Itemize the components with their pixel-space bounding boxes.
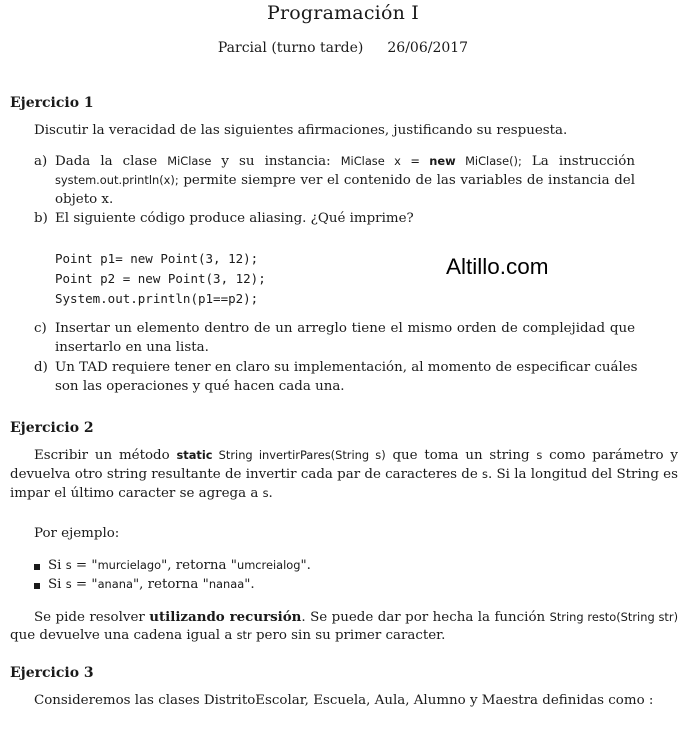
item-d-line-2: son las operaciones y qué hacen cada una. xyxy=(55,379,345,394)
ejercicio-3-heading: Ejercicio 3 xyxy=(10,665,94,681)
item-d-line-1: Un TAD requiere tener en claro su implementación, al momento de especificar cuáles xyxy=(55,360,638,375)
item-c-line-2: insertarlo en una lista. xyxy=(55,340,209,355)
code-line: System.out.println(p1==p2); xyxy=(55,291,259,306)
ejercicio-1-heading: Ejercicio 1 xyxy=(10,95,94,111)
exam-type: Parcial (turno tarde) xyxy=(217,40,364,56)
ejercicio-2-line-3: impar el último caracter se agrega a s. xyxy=(10,486,273,501)
page-subtitle xyxy=(0,40,686,56)
item-a-line-3: objeto x. xyxy=(55,192,114,207)
ejercicio-3-intro: Consideremos las clases DistritoEscolar, Escuela, Aula, Alumno y Maestra definidas como : xyxy=(34,693,654,708)
item-c-marker: c) xyxy=(34,321,47,336)
item-a-line-2: system.out.println(x); permite siempre ver el contenido de las variables de instancia del xyxy=(55,173,635,188)
example-item: Si s = "anana", retorna "nanaa". xyxy=(48,577,255,592)
item-a-line-1: Dada la clase MiClase y su instancia: MiClase x = new MiClase(); La instrucción xyxy=(55,154,635,169)
code-block xyxy=(55,249,266,309)
example-item: Si s = "murcielago", retorna "umcreialog". xyxy=(48,558,311,573)
bullet-square-icon xyxy=(34,583,40,589)
ejercicio-2-heading: Ejercicio 2 xyxy=(10,420,94,436)
item-a-marker: a) xyxy=(34,154,48,169)
item-c-line-1: Insertar un elemento dentro de un arreglo tiene el mismo orden de complejidad que xyxy=(55,321,635,336)
code-line: Point p2 = new Point(3, 12); xyxy=(55,271,266,286)
exam-date: 26/06/2017 xyxy=(387,40,469,56)
page-title: Programación I xyxy=(267,2,419,24)
ejercicio-2-line-1: Escribir un método static String invertirPares(String s) que toma un string s como parámetro y xyxy=(34,448,678,463)
item-b-text: El siguiente código produce aliasing. ¿Qué imprime? xyxy=(55,211,414,226)
bullet-square-icon xyxy=(34,564,40,570)
item-b-marker: b) xyxy=(34,211,48,226)
ejercicio-2-line-2: devuelva otro string resultante de invertir cada par de caracteres de s. Si la longitud del String es xyxy=(10,467,678,482)
watermark-logo: Altillo.com xyxy=(446,254,549,279)
example-intro: Por ejemplo: xyxy=(34,526,120,541)
item-d-marker: d) xyxy=(34,360,48,375)
ejercicio-1-intro: Discutir la veracidad de las siguientes afirmaciones, justificando su respuesta. xyxy=(34,123,568,138)
ejercicio-2-requirement-line-2: que devuelve una cadena igual a str pero sin su primer caracter. xyxy=(10,628,446,643)
code-line: Point p1= new Point(3, 12); xyxy=(55,251,259,266)
ejercicio-2-requirement-line-1: Se pide resolver utilizando recursión. Se puede dar por hecha la función String resto(String str) xyxy=(34,609,679,625)
